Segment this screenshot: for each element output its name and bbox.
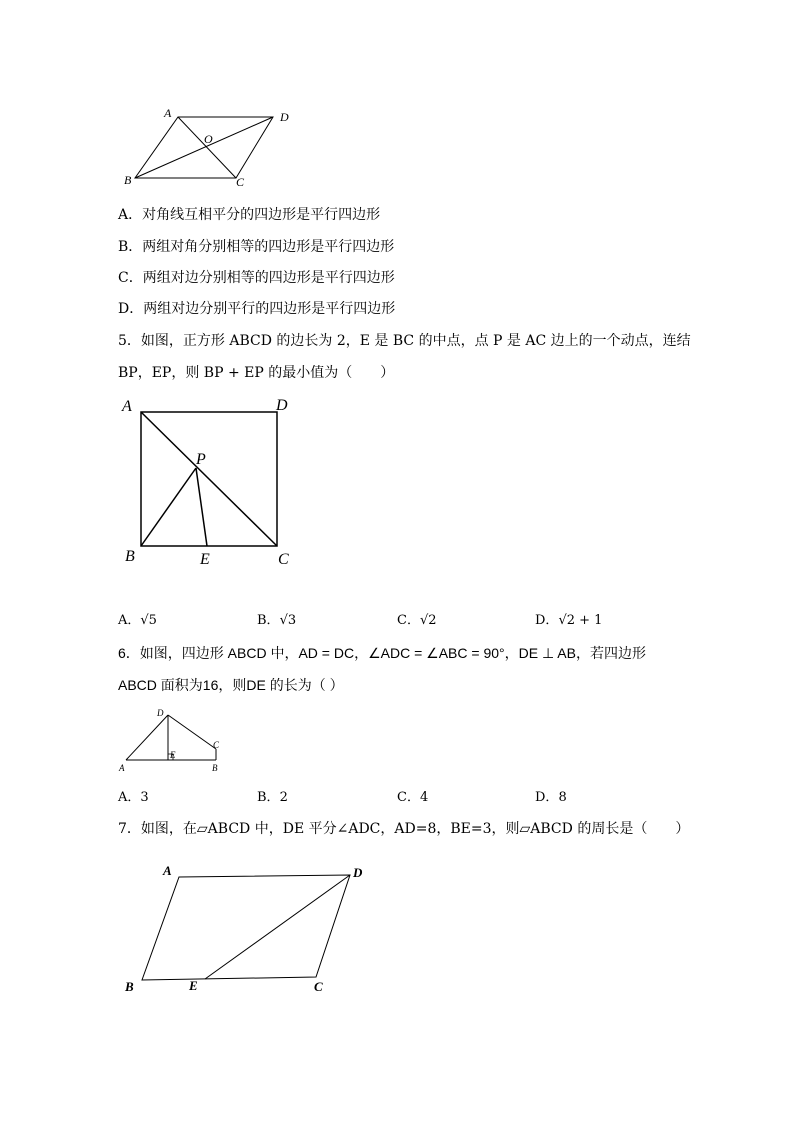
label-b: B [124, 173, 132, 187]
segment-ad [126, 715, 168, 760]
option-value: 8 [558, 790, 567, 805]
label-b: B [125, 548, 135, 565]
diagonal-ac [141, 412, 277, 546]
label-a: A [119, 763, 125, 773]
option-value: 2 [279, 790, 288, 805]
q4-option-c: C．两组对边分别相等的四边形是平行四边形 [118, 270, 395, 286]
q4-option-b: B．两组对角分别相等的四边形是平行四边形 [118, 239, 395, 255]
option-letter: D． [535, 613, 559, 628]
option-value: √2 [419, 613, 437, 628]
label-c: C [278, 551, 289, 568]
label-d: D [276, 397, 288, 414]
segment-bp [141, 468, 196, 546]
q5-option-d [535, 612, 602, 630]
figure-parallelogram-diagonals [118, 104, 308, 190]
label-d: D [280, 110, 289, 124]
segment-ep [196, 468, 207, 546]
q7-question-line1: 7．如图，在▱ABCD 中，DE 平分∠ADC，AD=8，BE=3，则▱ABCD 的周长是（ ） [118, 821, 690, 837]
label-p: P [196, 451, 206, 468]
label-a: A [122, 398, 132, 415]
segment-de [205, 875, 350, 979]
q5-option-c [397, 612, 437, 630]
label-e: E [200, 551, 210, 568]
option-letter: D． [535, 790, 559, 805]
label-c: C [314, 979, 323, 994]
q4-option-d: D．两组对边分别平行的四边形是平行四边形 [118, 301, 396, 317]
q5-option-a [118, 612, 157, 630]
diagonal-ac [178, 117, 236, 178]
label-e: E [170, 750, 176, 760]
option-value: √3 [279, 613, 297, 628]
option-letter: C． [397, 790, 420, 805]
q6-question-line1: 6．如图，四边形 ABCD 中，AD = DC，∠ADC = ∠ABC = 90°，DE ⊥ AB，若四边形 [118, 645, 646, 661]
option-letter: B． [257, 613, 280, 628]
label-a: A [163, 863, 172, 878]
q6-question-line2: ABCD 面积为16，则DE 的长为（ ） [118, 677, 344, 693]
figure-quadrilateral-abcd [114, 704, 232, 776]
option-letter: A． [118, 613, 141, 628]
label-o: O [204, 132, 213, 146]
q6-option-c [397, 789, 428, 807]
q5-question-line1: 5．如图，正方形 ABCD 的边长为 2，E 是 BC 的中点，点 P 是 AC 边上的一个动点，连结 [118, 333, 691, 349]
label-d: D [157, 708, 164, 718]
diagonal-bd [135, 117, 273, 178]
label-d: D [353, 865, 363, 880]
option-value: 4 [419, 790, 429, 805]
option-letter: A． [118, 790, 141, 805]
option-value: 3 [140, 790, 149, 805]
figure-square [118, 392, 298, 574]
q6-option-a [118, 789, 149, 807]
q6-option-b [257, 789, 288, 807]
option-letter: C． [397, 613, 420, 628]
q5-option-b [257, 612, 296, 630]
segment-dc [168, 715, 216, 749]
q4-option-a: A．对角线互相平分的四边形是平行四边形 [118, 207, 381, 223]
option-value: √5 [140, 613, 157, 628]
q5-question-line2: BP，EP，则 BP + EP 的最小值为（ ） [118, 365, 395, 381]
q6-option-d [535, 789, 567, 807]
label-c: C [213, 740, 220, 750]
figure-parallelogram-bisector [118, 855, 378, 997]
option-value: √2 + 1 [558, 613, 603, 628]
option-letter: B． [257, 790, 280, 805]
label-b: B [212, 763, 218, 773]
label-c: C [236, 175, 245, 189]
parallelogram-outline [142, 875, 350, 980]
label-b: B [125, 979, 134, 994]
label-a: A [164, 106, 172, 120]
label-e: E [189, 978, 198, 993]
